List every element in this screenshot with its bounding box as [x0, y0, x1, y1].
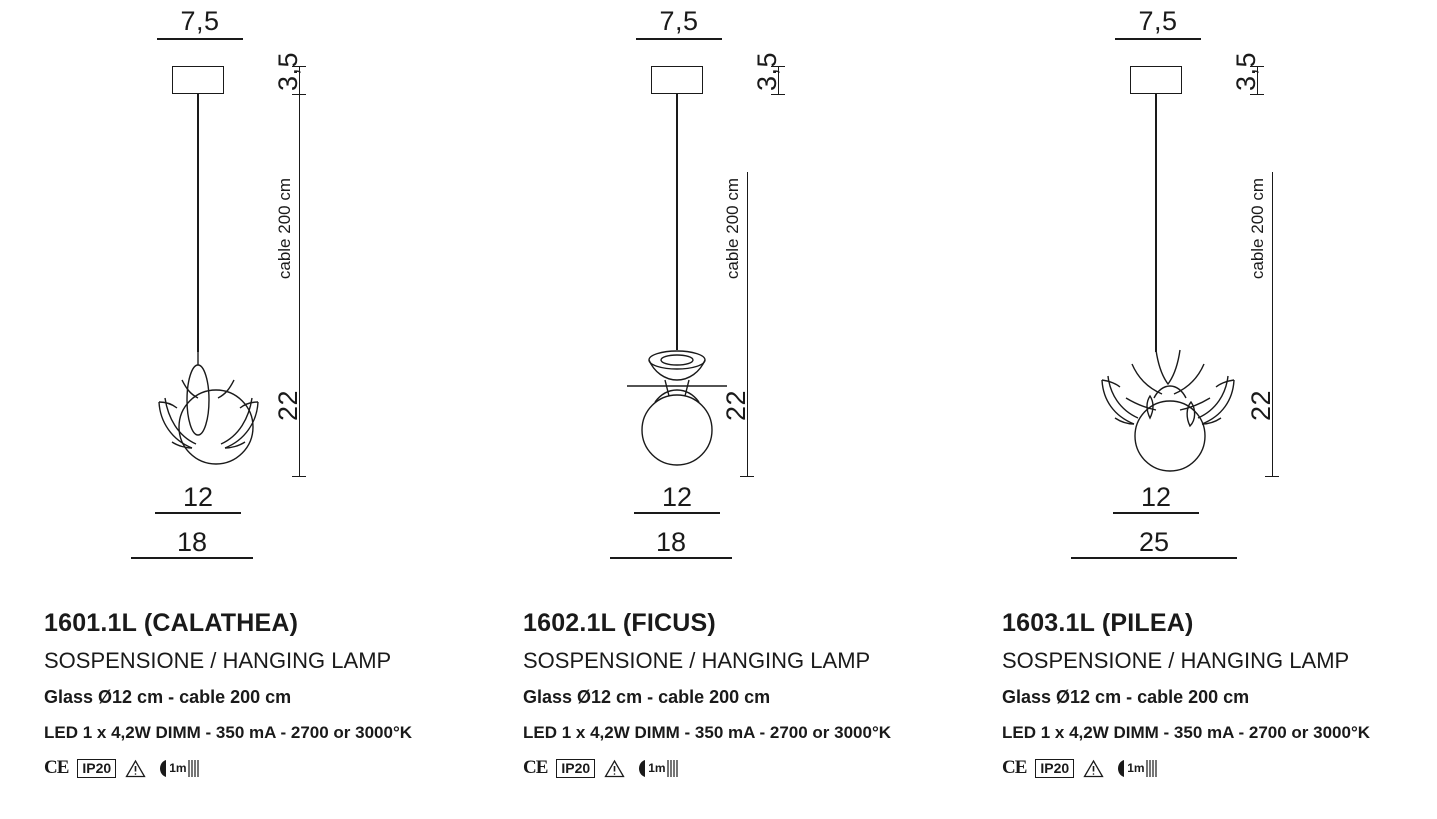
warning-triangle-icon	[604, 759, 625, 778]
product-led-spec: LED 1 x 4,2W DIMM - 350 mA - 2700 or 3000°K	[1002, 723, 1371, 742]
overall-width-value: 25	[1138, 527, 1170, 557]
product-caption-calathea	[44, 608, 484, 781]
canopy-height-value: 3,5	[752, 52, 782, 92]
product-glass-spec: Glass Ø12 cm - cable 200 cm	[1002, 687, 1250, 707]
canopy-height-value: 3,5	[1231, 52, 1261, 92]
dimension-rule	[1113, 512, 1199, 514]
dimension-rule	[157, 38, 243, 40]
overall-width-dimension	[610, 527, 732, 559]
glass-width-value: 12	[661, 482, 693, 512]
dimension-rule	[636, 38, 722, 40]
ip-rating-badge: IP20	[1035, 759, 1074, 778]
overall-width-dimension	[1071, 527, 1237, 559]
body-height-value: 22	[721, 390, 751, 422]
cable-length-label: cable 200 cm	[723, 178, 742, 280]
glass-width-dimension	[634, 482, 720, 514]
ip-rating-badge: IP20	[556, 759, 595, 778]
product-led-spec: LED 1 x 4,2W DIMM - 350 mA - 2700 or 3000°K	[44, 723, 413, 742]
certification-row	[523, 755, 963, 781]
dimension-rule	[1115, 38, 1201, 40]
top-width-value: 7,5	[1138, 6, 1178, 36]
product-subtitle: SOSPENSIONE / HANGING LAMP	[1002, 648, 1350, 673]
product-column-calathea	[0, 0, 479, 819]
minimum-distance-label: 1m	[169, 761, 187, 775]
product-led-spec: LED 1 x 4,2W DIMM - 350 mA - 2700 or 3000°K	[523, 723, 892, 742]
product-glass-spec: Glass Ø12 cm - cable 200 cm	[523, 687, 771, 707]
top-width-dimension	[155, 6, 245, 40]
ce-icon: CE	[523, 757, 548, 778]
canopy-height-tick-bottom	[771, 94, 785, 95]
certification-row	[1002, 755, 1437, 781]
ce-icon: CE	[1002, 757, 1027, 778]
cable-line	[197, 94, 199, 352]
canopy-shape	[1130, 66, 1182, 94]
minimum-distance-icon	[634, 759, 679, 778]
glass-width-dimension	[1113, 482, 1199, 514]
dimension-rule	[155, 512, 241, 514]
top-width-value: 7,5	[659, 6, 699, 36]
overall-width-value: 18	[655, 527, 687, 557]
canopy-shape	[651, 66, 703, 94]
body-height-value: 22	[273, 390, 303, 422]
product-title: 1602.1L (FICUS)	[523, 609, 716, 637]
product-title: 1601.1L (CALATHEA)	[44, 609, 299, 637]
cable-line	[676, 94, 678, 350]
product-title: 1603.1L (PILEA)	[1002, 609, 1194, 637]
product-glass-spec: Glass Ø12 cm - cable 200 cm	[44, 687, 292, 707]
dimension-rule	[634, 512, 720, 514]
minimum-distance-label: 1m	[648, 761, 666, 775]
dimension-rule	[1071, 557, 1237, 559]
ce-icon: CE	[44, 757, 69, 778]
cable-length-label: cable 200 cm	[275, 178, 294, 280]
cable-line	[1155, 94, 1157, 352]
product-caption-ficus	[523, 608, 963, 781]
cable-length-label: cable 200 cm	[1248, 178, 1267, 280]
product-subtitle: SOSPENSIONE / HANGING LAMP	[523, 648, 871, 673]
ip-rating-badge: IP20	[77, 759, 116, 778]
product-subtitle: SOSPENSIONE / HANGING LAMP	[44, 648, 392, 673]
minimum-distance-icon	[1113, 759, 1158, 778]
cable-dim-line	[299, 94, 300, 382]
warning-triangle-icon	[1083, 759, 1104, 778]
product-caption-pilea	[1002, 608, 1437, 781]
canopy-height-tick-bottom	[1250, 94, 1264, 95]
overall-width-dimension	[131, 527, 253, 559]
canopy-shape	[172, 66, 224, 94]
canopy-height-value: 3,5	[273, 52, 303, 92]
glass-width-dimension	[155, 482, 241, 514]
top-width-dimension	[1113, 6, 1203, 40]
glass-width-value: 12	[182, 482, 214, 512]
product-column-ficus	[479, 0, 958, 819]
lamp-illustration-calathea	[120, 340, 303, 485]
dimension-rule	[131, 557, 253, 559]
product-column-pilea	[958, 0, 1437, 819]
glass-width-value: 12	[1140, 482, 1172, 512]
minimum-distance-icon	[155, 759, 200, 778]
certification-row	[44, 755, 484, 781]
warning-triangle-icon	[125, 759, 146, 778]
body-height-value: 22	[1246, 390, 1276, 422]
top-width-dimension	[634, 6, 724, 40]
overall-width-value: 18	[176, 527, 208, 557]
lamp-illustration-ficus	[609, 338, 779, 483]
top-width-value: 7,5	[180, 6, 220, 36]
dimension-rule	[610, 557, 732, 559]
lamp-illustration-pilea	[1058, 336, 1278, 484]
minimum-distance-label: 1m	[1127, 761, 1145, 775]
